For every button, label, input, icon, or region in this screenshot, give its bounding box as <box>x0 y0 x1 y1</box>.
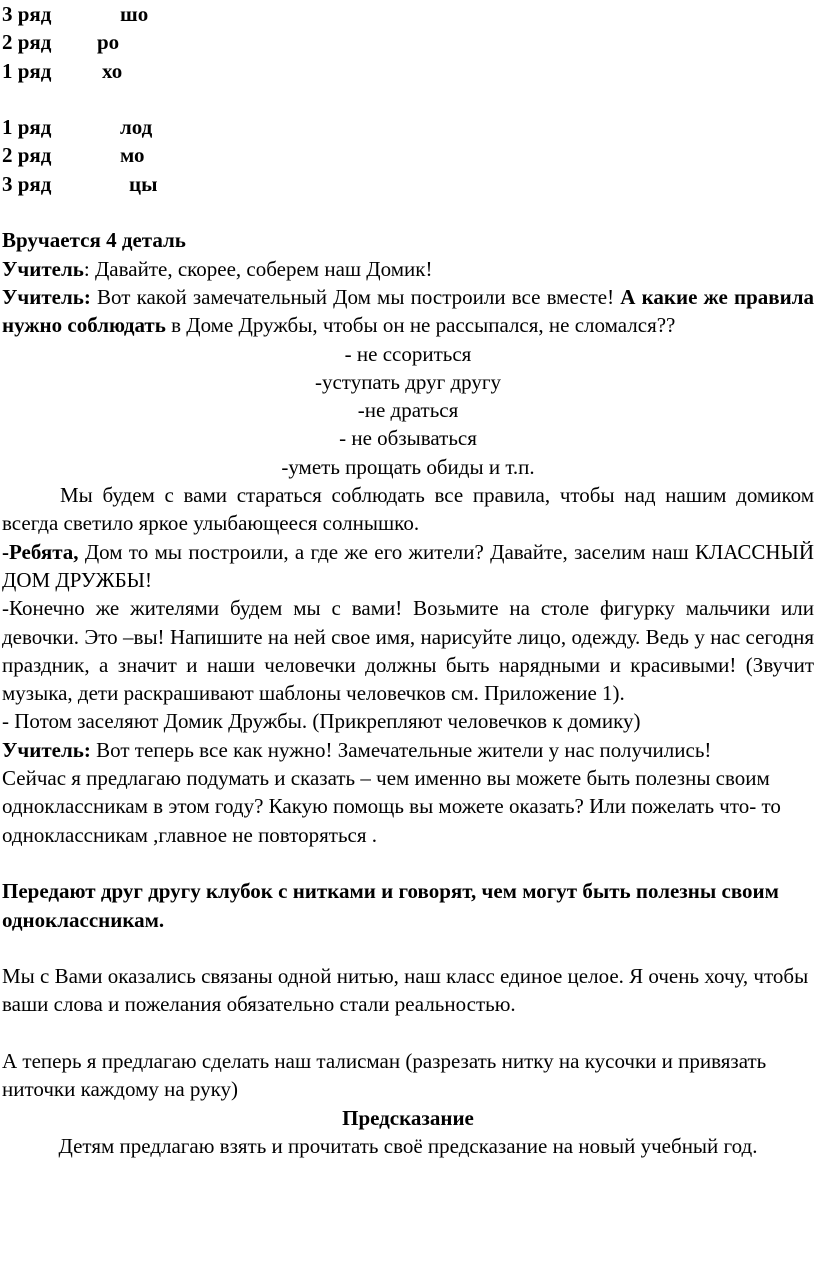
speaker-label: Учитель: <box>2 737 91 762</box>
speaker-label: Учитель <box>2 256 84 281</box>
rule-item: -уметь прощать обиды и т.п. <box>281 454 535 479</box>
row-syllable: цы <box>129 171 158 196</box>
blank-line <box>2 1019 814 1047</box>
blank-line <box>2 849 814 877</box>
row-label: 1 ряд <box>2 58 52 83</box>
instruction-bold: Передают друг другу клубок с нитками и говорят, чем могут быть полезны своим одноклассникам. <box>2 879 779 932</box>
paragraph-text: Вот теперь все как нужно! Замечательные жители у нас получились! <box>90 737 712 762</box>
paragraph-text: : Давайте, скорее, соберем наш Домик! <box>83 256 433 281</box>
row-syllable: ро <box>97 30 120 55</box>
paragraph <box>2 736 742 764</box>
rule-item: -уступать друг другу <box>314 369 502 394</box>
paragraph: Сейчас я предлагаю подумать и сказать – чем именно вы можете быть полезны своим одноклассникам в этом году? Какую помощь вы можете оказать? Или пожелать что- то одноклассникам ,главное не повторяться . <box>2 766 781 847</box>
row-label: 3 ряд <box>2 2 52 26</box>
row-line <box>2 57 814 85</box>
row-line <box>2 113 814 141</box>
rule-item: -не драться <box>357 398 459 423</box>
row-syllable: хо <box>102 58 123 83</box>
paragraph-text: в Доме Дружбы, чтобы он не рассыпался, не сломался?? <box>165 313 676 338</box>
row-label: 3 ряд <box>2 171 52 196</box>
paragraph: Мы будем с вами стараться соблюдать все правила, чтобы над нашим домиком всегда светило яркое улыбающееся солнышко. <box>2 483 814 536</box>
row-syllable: лод <box>120 115 153 140</box>
row-label: 2 ряд <box>2 30 52 55</box>
paragraph <box>2 283 814 340</box>
row-syllable: мо <box>120 143 145 168</box>
rows-group-1 <box>2 0 814 85</box>
row-line <box>2 141 814 169</box>
speaker-label: Учитель: <box>2 284 91 309</box>
paragraph: - Потом заселяют Домик Дружбы. (Прикрепляют человечков к домику) <box>2 709 641 734</box>
blank-line <box>2 934 814 962</box>
row-line <box>2 28 814 56</box>
paragraph: Мы с Вами оказались связаны одной нитью, наш класс единое целое. Я очень хочу, чтобы ваши слова и пожелания обязательно стали реальностью. <box>2 964 809 1017</box>
row-label: 1 ряд <box>2 115 52 140</box>
blank-line <box>2 198 814 226</box>
paragraph: А теперь я предлагаю сделать наш талисман (разрезать нитку на кусочки и привязать ниточки каждому на руку) <box>2 1048 767 1102</box>
rule-item: - не ссориться <box>344 341 472 366</box>
document-page <box>2 0 814 1160</box>
row-label: 2 ряд <box>2 143 52 168</box>
paragraph: Детям предлагаю взять и прочитать своё предсказание на новый учебный год. <box>58 1133 758 1158</box>
paragraph <box>2 255 814 283</box>
rule-item: - не обзываться <box>339 426 477 451</box>
row-line <box>2 0 814 28</box>
rows-group-2 <box>2 113 814 198</box>
rules-list <box>2 340 814 481</box>
emphasis-text: -Ребята, <box>2 539 79 564</box>
blank-line <box>2 85 814 113</box>
emphasis-text: А какие же правила нужно соблюдать <box>2 284 814 338</box>
row-line <box>2 170 814 198</box>
row-syllable: шо <box>120 2 149 26</box>
paragraph <box>2 538 814 595</box>
detail-heading: Вручается 4 деталь <box>2 228 186 253</box>
paragraph-text: Вот какой замечательный Дом мы построили все вместе! <box>90 284 621 309</box>
prediction-heading: Предсказание <box>342 1105 474 1130</box>
paragraph: -Конечно же жителями будем мы с вами! Возьмите на столе фигурку мальчики или девочки. Это –вы! Напишите на ней свое имя, нарисуйте лицо, одежду. Ведь у нас сегодня праздник, а значит и наши человечки должны быть нарядными и красивыми! (Звучит музыка, дети раскрашивают шаблоны человечков см. Приложение 1). <box>2 596 814 706</box>
paragraph-text: Дом то мы построили, а где же его жители? Давайте, заселим наш КЛАССНЫЙ ДОМ ДРУЖБЫ! <box>2 539 814 592</box>
